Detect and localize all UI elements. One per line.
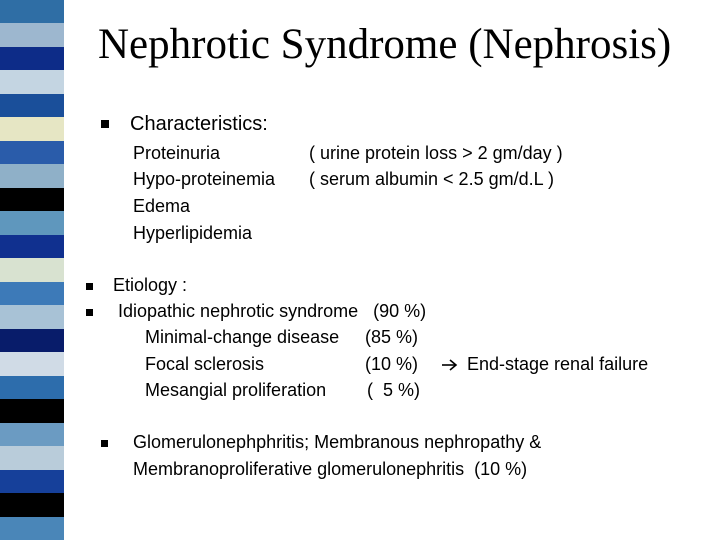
stripe-block	[0, 517, 64, 540]
characteristic-detail-hypoproteinemia: ( serum albumin < 2.5 gm/d.L )	[309, 169, 554, 189]
stripe-block	[0, 164, 64, 187]
stripe-block	[0, 0, 64, 23]
square-bullet-icon	[101, 120, 109, 128]
characteristic-name-hyperlipidemia: Hyperlipidemia	[133, 223, 253, 243]
etiology-heading: Etiology :	[113, 275, 188, 295]
stripe-block	[0, 446, 64, 469]
stripe-block	[0, 70, 64, 93]
characteristics-heading: Characteristics:	[130, 113, 268, 135]
stripe-block	[0, 235, 64, 258]
stripe-block	[0, 493, 64, 516]
stripe-block	[0, 282, 64, 305]
square-bullet-icon	[101, 440, 108, 447]
other-line-1: Glomerulonephphritis; Membranous nephropathy &	[133, 432, 542, 452]
stripe-block	[0, 211, 64, 234]
characteristic-name-hypoproteinemia: Hypo-proteinemia	[133, 169, 276, 189]
stripe-block	[0, 470, 64, 493]
stripe-block	[0, 188, 64, 211]
square-bullet-icon	[86, 283, 93, 290]
characteristic-name-proteinuria: Proteinuria	[133, 143, 221, 163]
subtype-percent-focal-sclerosis: (10 %)	[365, 354, 419, 374]
stripe-block	[0, 47, 64, 70]
idiopathic-line: Idiopathic nephrotic syndrome (90 %)	[118, 301, 427, 321]
stripe-block	[0, 258, 64, 281]
stripe-block	[0, 352, 64, 375]
subtype-percent-mesangial: ( 5 %)	[367, 380, 421, 400]
stripe-block	[0, 23, 64, 46]
subtype-name-mesangial: Mesangial proliferation	[145, 380, 327, 400]
subtype-name-focal-sclerosis: Focal sclerosis	[145, 354, 265, 374]
stripe-block	[0, 376, 64, 399]
subtype-percent-minimal-change: (85 %)	[365, 327, 419, 347]
characteristic-detail-proteinuria: ( urine protein loss > 2 gm/day )	[309, 143, 563, 163]
stripe-block	[0, 423, 64, 446]
stripe-block	[0, 399, 64, 422]
subtype-note-focal-sclerosis: End-stage renal failure	[467, 354, 649, 374]
stripe-block	[0, 141, 64, 164]
other-line-2: Membranoproliferative glomerulonephritis (10 %)	[133, 459, 528, 479]
characteristic-name-edema: Edema	[133, 196, 191, 216]
stripe-block	[0, 94, 64, 117]
slide-title: Nephrotic Syndrome (Nephrosis)	[98, 21, 672, 68]
stripe-block	[0, 117, 64, 140]
stripe-block	[0, 329, 64, 352]
subtype-name-minimal-change: Minimal-change disease	[145, 327, 340, 347]
square-bullet-icon	[86, 309, 93, 316]
stripe-block	[0, 305, 64, 328]
right-arrow-icon	[441, 358, 459, 372]
decorative-stripe	[0, 0, 64, 540]
